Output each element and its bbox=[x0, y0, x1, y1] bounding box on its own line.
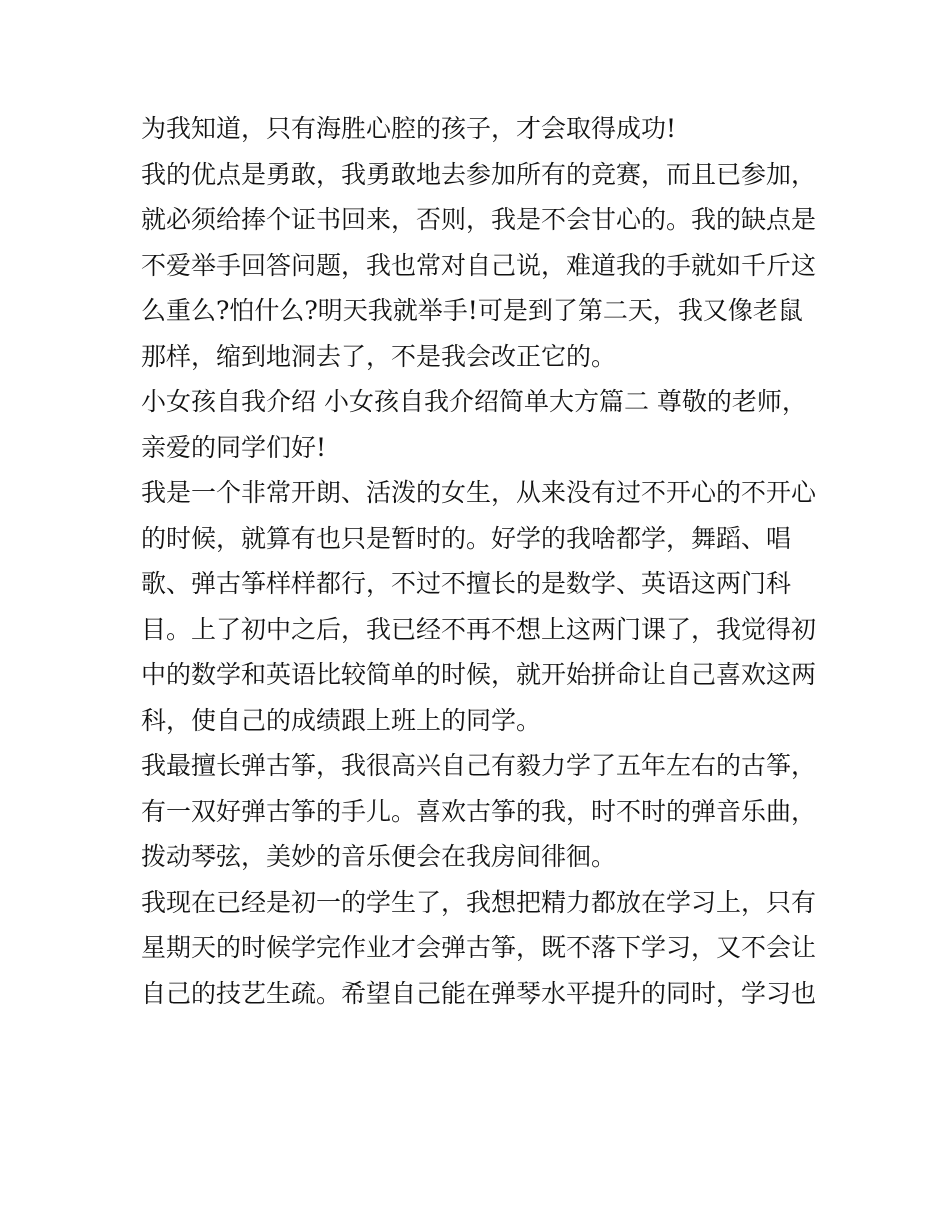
text-line: 亲爱的同学们好! bbox=[141, 432, 327, 462]
text-line: 我现在已经是初一的学生了，我想把精力都放在学习上，只有 bbox=[141, 887, 817, 917]
text-line: 目。上了初中之后，我已经不再不想上这两门课了，我觉得初 bbox=[141, 614, 817, 644]
text-line: 科，使自己的成绩跟上班上的同学。 bbox=[141, 705, 542, 735]
text-line: 中的数学和英语比较简单的时候，就开始拼命让自己喜欢这两 bbox=[141, 660, 817, 689]
text-line: 我是一个非常开朗、活泼的女生，从来没有过不开心的不开心 bbox=[141, 478, 817, 507]
document-body bbox=[141, 106, 821, 1016]
text-line: 小女孩自我介绍 小女孩自我介绍简单大方篇二 尊敬的老师， bbox=[141, 387, 807, 416]
text-line: 那样，缩到地洞去了，不是我会改正它的。 bbox=[141, 341, 617, 371]
text-line: 有一双好弹古筝的手儿。喜欢古筝的我，时不时的弹音乐曲， bbox=[141, 796, 817, 826]
text-line: 歌、弹古筝样样都行，不过不擅长的是数学、英语这两门科 bbox=[141, 569, 792, 598]
text-line: 我的优点是勇敢，我勇敢地去参加所有的竞赛，而且已参加， bbox=[141, 159, 817, 189]
text-line: 么重么?怕什么?明天我就举手!可是到了第二天，我又像老鼠 bbox=[141, 296, 803, 325]
text-line: 不爱举手回答问题，我也常对自己说，难道我的手就如千斤这 bbox=[141, 250, 817, 280]
text-line: 就必须给捧个证书回来，否则，我是不会甘心的。我的缺点是 bbox=[141, 205, 817, 234]
text-line: 拨动琴弦，美妙的音乐便会在我房间徘徊。 bbox=[141, 842, 617, 871]
text-line: 为我知道，只有海胜心腔的孩子，才会取得成功! bbox=[141, 114, 677, 143]
text-line: 我最擅长弹古筝，我很高兴自己有毅力学了五年左右的古筝， bbox=[141, 751, 817, 780]
text-line: 的时候，就算有也只是暂时的。好学的我啥都学，舞蹈、唱 bbox=[141, 523, 792, 553]
text-line: 星期天的时候学完作业才会弹古筝，既不落下学习，又不会让 bbox=[141, 933, 817, 962]
text-line: 自己的技艺生疏。希望自己能在弹琴水平提升的同时，学习也 bbox=[141, 978, 817, 1008]
